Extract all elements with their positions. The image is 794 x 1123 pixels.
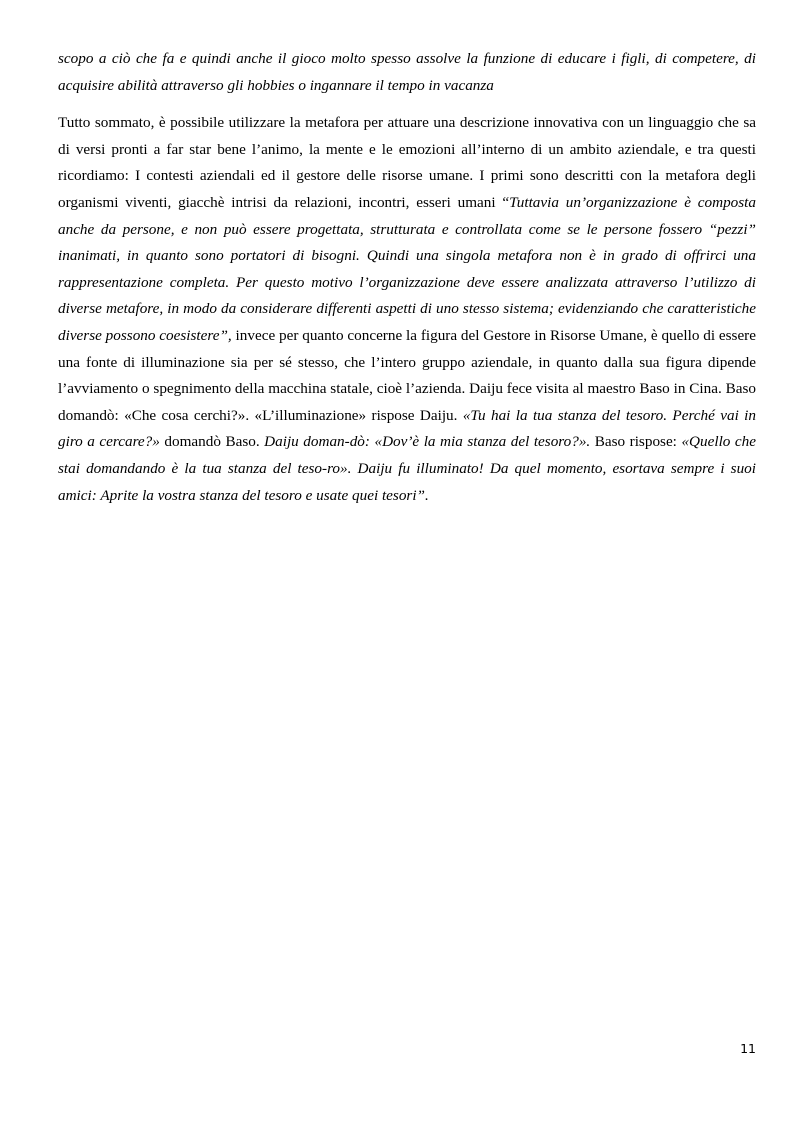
paragraph-segment-domando: domandò Baso. — [159, 433, 265, 451]
paragraph-continuation: scopo a ciò che fa e quindi anche il gioco molto spesso assolve la funzione di educare i figli, di competere, di acquisire abilità attraverso gli hobbies o ingannare il tempo in vacanza — [58, 50, 756, 94]
paragraph-segment-rispose: rispose Daiju. — [366, 406, 463, 424]
paragraph-metafora — [58, 110, 756, 509]
dialogue-line-tesoro: «Tu hai la tua stanza del tesoro. Perché vai in giro a cercare?» — [58, 406, 756, 451]
dialogue-line-stanza: Daiju doman-dò: «Dov’è la mia stanza del tesoro?». — [264, 433, 595, 451]
paragraph-segment-intro: Tutto sommato, è possibile utilizzare la metafora per attuare una descrizione innovativa con un linguaggio che sa di versi pronti a far star bene l’animo, la mente e le emozioni all’interno di un ambito aziendale, e tra questi ricordiamo: I contesti aziendali ed il gestore delle risorse umane. I primi sono descritti con la metafora degli organismi viventi, giacchè intrisi da relazioni, incontri, esseri umani “ — [58, 114, 756, 211]
dialogue-line-conclusione: «Quello che stai domandando è la tua stanza del teso-ro». Daiju fu illuminato! Da quel momento, esortava sempre i suoi amici: Aprite la vostra stanza del tesoro e usate quei tesori”. — [58, 433, 756, 504]
body-text — [58, 46, 756, 509]
paragraph-segment-gestore: invece per quanto concerne la figura del Gestore in Risorse Umane, è quello di essere una fonte di illuminazione sia per sé stesso, che l’intero gruppo aziendale, in quanto dalla sua figura dipende l’avviamento o spegnimento della macchina statale, cioè l’azienda. Daiju fece visita al maestro Baso in Cina. Baso domandò: «Che cosa cerchi?». «L’illuminazione» — [58, 326, 756, 424]
page-number: 11 — [740, 1041, 756, 1056]
quoted-citation: Tuttavia un’organizzazione è composta anche da persone, e non può essere progettata, strutturata e controllata come se le persone fossero “pezzi” inanimati, in quanto sono portatori di bisogni. Quindi una singola metafora non è in grado di offrirci una rappresentazione completa. Per questo motivo l’organizzazione deve essere analizzata attraverso l’utilizzo di diverse metafore, in modo da considerare differenti aspetti di uno stesso sistema; evidenziando che caratteristiche diverse possono coesistere”, — [58, 193, 756, 344]
paragraph-segment-baso: Baso rispose: — [594, 433, 682, 451]
